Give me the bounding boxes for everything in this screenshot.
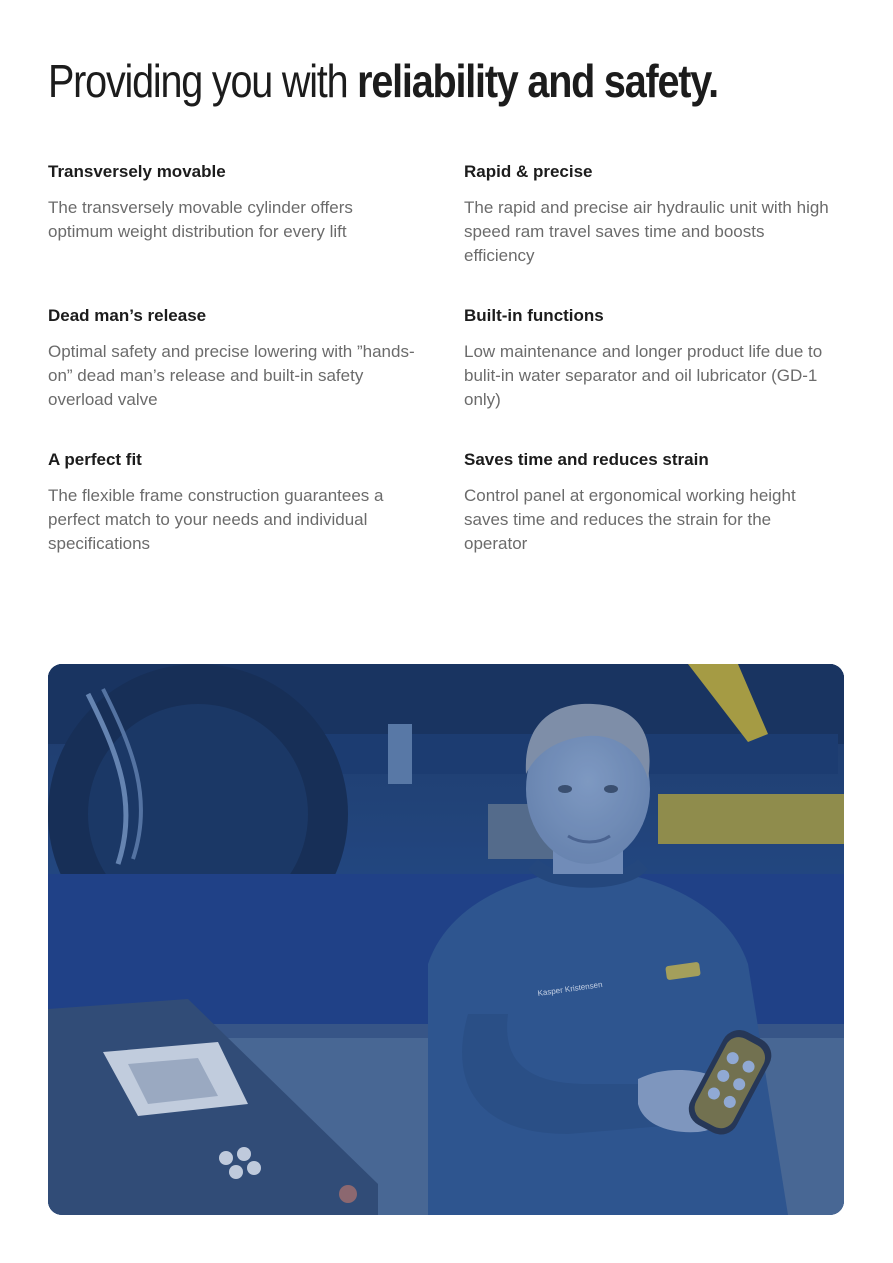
- feature-perfect-fit: [48, 448, 418, 556]
- sweater-name: Kasper Kristensen: [537, 979, 604, 998]
- tint-overlay: [48, 664, 844, 1215]
- workshop-illustration: [48, 664, 844, 1215]
- feature-text: Low maintenance and longer product life due to bulit-in water separator and oil lubricator (GD-1 only): [464, 342, 823, 409]
- feature-title: Built-in functions: [464, 306, 604, 325]
- feature-title: Transversely movable: [48, 162, 226, 181]
- feature-rapid-precise: [464, 160, 834, 268]
- feature-saves-time: [464, 448, 834, 556]
- feature-text: The flexible frame construction guarantees a perfect match to your needs and individual specifications: [48, 486, 384, 553]
- feature-text: The transversely movable cylinder offers optimum weight distribution for every lift: [48, 198, 353, 241]
- feature-text: The rapid and precise air hydraulic unit with high speed ram travel saves time and boosts efficiency: [464, 198, 829, 265]
- feature-dead-mans-release: [48, 304, 418, 412]
- workshop-photo: [48, 664, 844, 1215]
- headline-light: Providing you with: [48, 55, 358, 107]
- feature-title: A perfect fit: [48, 450, 142, 469]
- feature-title: Saves time and reduces strain: [464, 450, 709, 469]
- page-headline: [48, 52, 718, 110]
- feature-built-in-functions: [464, 304, 834, 412]
- feature-title: Dead man’s release: [48, 306, 207, 325]
- feature-text: Control panel at ergonomical working height saves time and reduces the strain for the operator: [464, 486, 796, 553]
- feature-text: Optimal safety and precise lowering with ”hands-on” dead man’s release and built-in safety overload valve: [48, 342, 415, 409]
- feature-transversely-movable: [48, 160, 418, 244]
- feature-title: Rapid & precise: [464, 162, 593, 181]
- headline-bold: reliability and safety.: [357, 55, 718, 107]
